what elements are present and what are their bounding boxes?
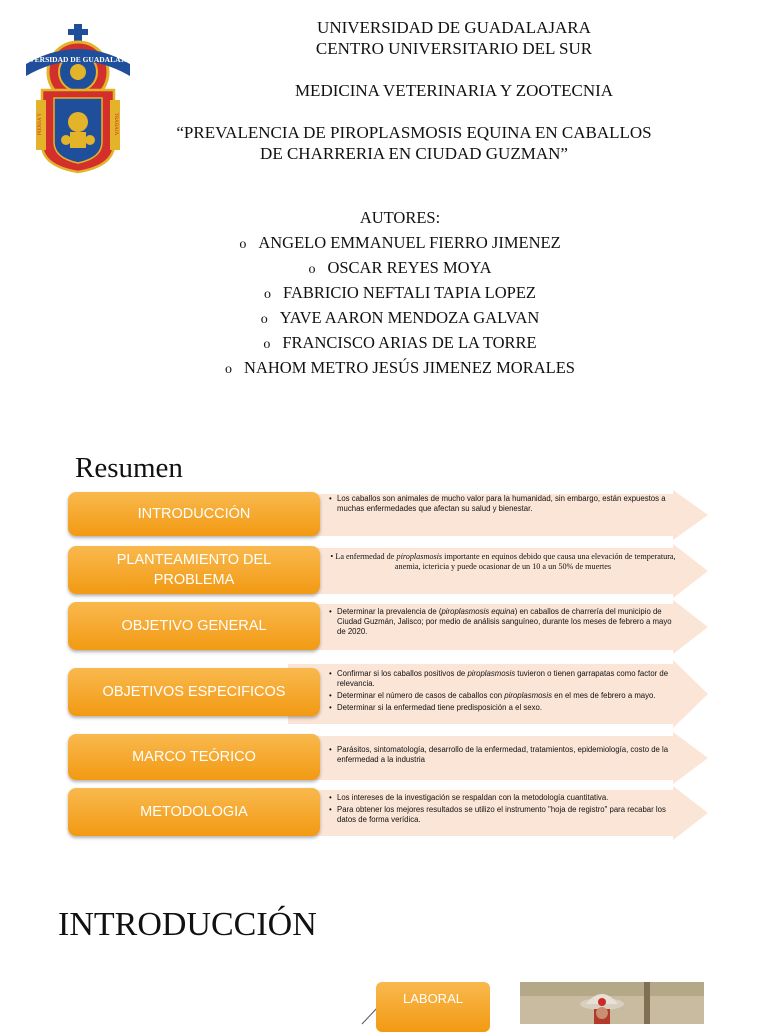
summary-label-box <box>68 734 320 780</box>
summary-row-introduccion <box>68 490 708 540</box>
summary-row-objetivo-general <box>68 600 708 654</box>
author-name: YAVE AARON MENDOZA GALVAN <box>279 308 540 327</box>
summary-point <box>332 691 680 701</box>
author-name: OSCAR REYES MOYA <box>327 258 492 277</box>
program-name: MEDICINA VETERINARIA Y ZOOTECNIA <box>294 81 614 100</box>
author-name: FABRICIO NEFTALI TAPIA LOPEZ <box>283 283 536 302</box>
summary-label-box <box>68 546 320 594</box>
resumen-heading: Resumen <box>75 452 183 484</box>
desc-text: Confirmar si los caballos positivos de <box>337 669 468 678</box>
summary-label-box <box>68 492 320 536</box>
logo-right-ribbon: TRABAJA <box>113 112 118 136</box>
logo-ring-text: UNIVERSIDAD DE GUADALAJARA <box>15 55 141 64</box>
summary-label-box <box>68 602 320 650</box>
summary-description <box>326 494 680 516</box>
summary-label-box <box>68 668 320 716</box>
summary-row-metodologia <box>68 786 708 840</box>
summary-label: OBJETIVO GENERAL <box>121 618 267 634</box>
summary-description <box>326 607 680 639</box>
desc-text: ) en caballos de charrería del municipio de Ciudad Guzmán, Jalisco; por medio de análisis sanguíneo, durante los meses de febrero a mayo de 2020. <box>337 607 672 636</box>
summary-label: OBJETIVOS ESPECIFICOS <box>102 684 286 700</box>
summary-description: • La enfermedad de piroplasmosis importante en equinos debido que causa una elevación de temperatura, anemia, ictericia y puede ocasionar de un 10 a un 50% de muertes <box>330 552 676 571</box>
summary-point <box>332 607 680 637</box>
authors-section <box>160 206 640 380</box>
summary-description <box>326 793 680 827</box>
author-bullet: o <box>239 237 247 252</box>
authors-list <box>160 230 640 380</box>
summary-label-line1: PLANTEAMIENTO DEL <box>116 552 272 568</box>
laboral-box: LABORAL <box>376 982 490 1032</box>
summary-point: • Parásitos, sintomatología, desarrollo de la enfermedad, tratamientos, epidemiología, costo de la enfermedad a la industria <box>332 745 680 765</box>
desc-emphasis: piroplasmosis <box>467 669 516 678</box>
author-item <box>160 280 640 305</box>
author-name: ANGELO EMMANUEL FIERRO JIMENEZ <box>258 233 561 252</box>
summary-row-objetivos-especificos <box>68 660 708 728</box>
desc-emphasis: piroplasmosis <box>504 691 552 700</box>
university-header <box>140 17 768 59</box>
center-name: CENTRO UNIVERSITARIO DEL SUR <box>315 39 593 58</box>
author-item <box>160 330 640 355</box>
summary-point: • Los intereses de la investigación se respaldan con la metodología cuantitativa. <box>332 793 680 803</box>
summary-label-line2: PROBLEMA <box>153 572 235 588</box>
desc-text: La enfermedad de <box>335 552 397 561</box>
author-bullet: o <box>263 337 271 352</box>
summary-label: INTRODUCCIÓN <box>137 506 251 522</box>
author-bullet: o <box>264 287 272 302</box>
author-item <box>160 230 640 255</box>
introduccion-heading: INTRODUCCIÓN <box>58 906 317 943</box>
summary-description <box>326 669 680 715</box>
logo-left-ribbon: PIENSA Y <box>38 113 43 135</box>
charro-photo <box>520 982 704 1024</box>
summary-row-marco-teorico <box>68 732 708 784</box>
desc-text: en el mes de febrero a mayo. <box>551 691 656 700</box>
author-item <box>160 355 640 380</box>
author-bullet: o <box>260 312 268 327</box>
desc-text: Determinar el número de casos de caballos con <box>337 691 505 700</box>
desc-text: importante en equinos debido que causa una elevación de temperatura, anemia, ictericia y puede ocasionar de un 10 a un 50% de muertes <box>394 552 676 571</box>
summary-row-planteamiento <box>68 544 708 598</box>
author-item <box>160 305 640 330</box>
desc-emphasis: piroplasmosis equina <box>441 607 515 616</box>
desc-text: tuvieron o tienen garrapatas como factor de relevancia. <box>337 669 669 688</box>
summary-point: • Para obtener los mejores resultados se utilizo el instrumento "hoja de registro" para recabar los datos de forma verídica. <box>332 805 680 825</box>
university-name: UNIVERSIDAD DE GUADALAJARA <box>317 18 591 37</box>
thesis-title-line1: “PREVALENCIA DE PIROPLASMOSIS EQUINA EN CABALLOS <box>176 123 652 142</box>
author-bullet: o <box>225 362 233 377</box>
author-name: NAHOM METRO JESÚS JIMENEZ MORALES <box>244 358 575 377</box>
summary-description <box>326 745 680 767</box>
thesis-title-line2: DE CHARRERIA EN CIUDAD GUZMAN” <box>260 144 568 163</box>
author-bullet: o <box>308 262 316 277</box>
authors-label: AUTORES: <box>359 208 441 227</box>
desc-emphasis: piroplasmosis <box>396 552 443 561</box>
summary-label: METODOLOGIA <box>140 804 248 820</box>
summary-point: • Determinar si la enfermedad tiene predisposición a el sexo. <box>332 703 680 713</box>
summary-point <box>332 669 680 689</box>
thesis-title <box>150 122 678 164</box>
author-item <box>160 255 640 280</box>
summary-point: • Los caballos son animales de mucho valor para la humanidad, sin embargo, están expuestos a muchas enfermedades que afectan su salud y bienestar. <box>332 494 680 514</box>
author-name: FRANCISCO ARIAS DE LA TORRE <box>282 333 537 352</box>
university-logo <box>15 24 141 174</box>
desc-text: Determinar la prevalencia de ( <box>337 607 442 616</box>
summary-label-box <box>68 788 320 836</box>
summary-label: MARCO TEÓRICO <box>132 749 256 765</box>
